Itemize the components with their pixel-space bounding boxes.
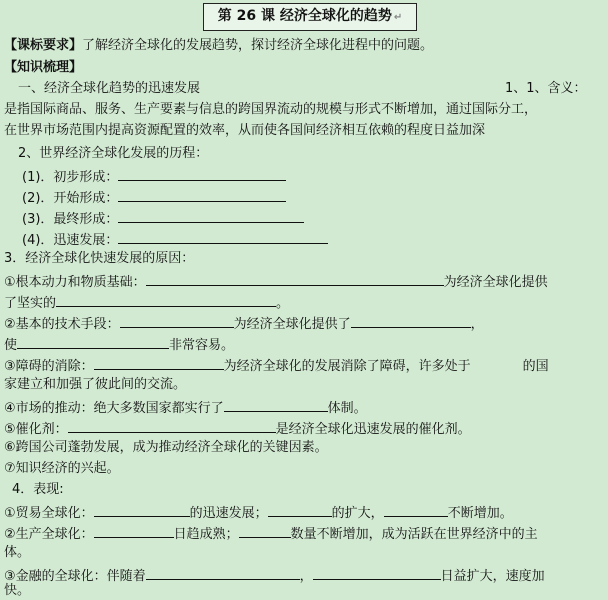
reason-1-cont: 了坚实的 bbox=[4, 296, 57, 311]
section-3-heading: 3．经济全球化快速发展的原因： bbox=[4, 251, 195, 266]
blank-field[interactable] bbox=[94, 355, 224, 370]
history-item-2 bbox=[22, 187, 286, 205]
blank-field[interactable] bbox=[313, 565, 441, 580]
reason-3-tail: 的国 bbox=[522, 359, 549, 374]
perf-1-text-a: 的迅速发展； bbox=[189, 506, 268, 521]
perf-3-label: ③金融的全球化：伴随着 bbox=[4, 569, 146, 584]
reason-4-end: 体制。 bbox=[327, 401, 367, 416]
perf-3-line-1 bbox=[4, 565, 545, 583]
requirement-line bbox=[4, 37, 433, 55]
history-item-1 bbox=[22, 166, 286, 184]
reason-2-line-1 bbox=[4, 313, 484, 331]
reason-5-text: 是经济全球化迅速发展的催化剂。 bbox=[275, 422, 471, 437]
reason-2-end: 非常容易。 bbox=[169, 338, 235, 353]
reason-2-line-2 bbox=[4, 334, 234, 352]
history-item-label: (2)．开始形成： bbox=[22, 191, 119, 206]
history-item-3 bbox=[22, 208, 304, 226]
reason-1-label: ①根本动力和物质基础： bbox=[4, 275, 146, 290]
blank-field[interactable] bbox=[224, 397, 328, 412]
section-4-heading: 4．表现: bbox=[12, 482, 64, 497]
perf-3-line-2: 快。 bbox=[4, 583, 31, 598]
perf-2-line-1 bbox=[4, 523, 538, 541]
perf-2-line-2: 体。 bbox=[4, 545, 31, 560]
reason-7-line: ⑦知识经济的兴起。 bbox=[4, 461, 120, 476]
blank-field[interactable] bbox=[68, 418, 276, 433]
meaning-text-1: 是指国际商品、服务、生产要素与信息的跨国界流动的规模与形式不断增加，通过国际分工， bbox=[4, 102, 538, 117]
blank-field[interactable] bbox=[118, 208, 304, 223]
lesson-title bbox=[203, 3, 417, 31]
reason-6-line: ⑥跨国公司蓬勃发展，成为推动经济全球化的关键因素。 bbox=[4, 440, 328, 455]
history-item-label: (3)．最终形成： bbox=[22, 212, 119, 227]
blank-field[interactable] bbox=[94, 523, 174, 538]
reason-2-text: 为经济全球化提供了 bbox=[233, 317, 351, 332]
meaning-label: 1、1、含义： bbox=[505, 81, 587, 96]
blank-field[interactable] bbox=[120, 313, 234, 328]
meaning-text-2: 在世界市场范围内提高资源配置的效率，从而使各国间经济相互依赖的程度日益加深 bbox=[4, 123, 486, 138]
blank-field[interactable] bbox=[268, 502, 332, 517]
blank-field[interactable] bbox=[146, 271, 444, 286]
blank-field[interactable] bbox=[94, 502, 190, 517]
reason-1-text: 为经济全球化提供 bbox=[443, 275, 548, 290]
reason-2-label: ②基本的技术手段： bbox=[4, 317, 120, 332]
reason-3-label: ③障碍的消除： bbox=[4, 359, 94, 374]
reason-1-end: 。 bbox=[276, 296, 290, 311]
perf-3-comma: ， bbox=[299, 569, 313, 584]
section-2-heading: 2、世界经济全球化发展的历程： bbox=[18, 146, 209, 161]
reason-1-line-1 bbox=[4, 271, 548, 289]
reason-2-comma: ， bbox=[470, 317, 484, 332]
perf-1-text-c: 不断增加。 bbox=[447, 506, 513, 521]
blank-field[interactable] bbox=[56, 292, 276, 307]
lesson-title-text: 第 26 课 经济全球化的趋势 bbox=[217, 8, 392, 24]
perf-1-label: ①贸易全球化： bbox=[4, 506, 94, 521]
reason-3-text: 为经济全球化的发展消除了障碍，许多处于 bbox=[223, 359, 471, 374]
reason-3-line-2: 家建立和加强了彼此间的交流。 bbox=[4, 377, 187, 392]
reason-3-line-1 bbox=[4, 355, 549, 373]
knowledge-label: 【知识梳理】 bbox=[4, 60, 83, 75]
section-1-heading: 一、经济全球化趋势的迅速发展 bbox=[18, 81, 201, 96]
perf-3-text: 日益扩大，速度加 bbox=[440, 569, 545, 584]
blank-field[interactable] bbox=[239, 523, 291, 538]
reason-4-label: ④市场的推动：绝大多数国家都实行了 bbox=[4, 401, 224, 416]
perf-2-text-b: 数量不断增加，成为活跃在世界经济中的主 bbox=[290, 527, 538, 542]
reason-5-line bbox=[4, 418, 471, 436]
blank-field[interactable] bbox=[384, 502, 448, 517]
paragraph-mark: ↵ bbox=[393, 12, 403, 23]
reason-4-line bbox=[4, 397, 367, 415]
perf-2-label: ②生产全球化： bbox=[4, 527, 94, 542]
blank-field[interactable] bbox=[118, 229, 328, 244]
perf-1-line bbox=[4, 502, 513, 520]
perf-1-text-b: 的扩大， bbox=[331, 506, 384, 521]
blank-field[interactable] bbox=[351, 313, 471, 328]
perf-2-text-a: 日趋成熟； bbox=[173, 527, 239, 542]
history-item-label: (4)．迅速发展： bbox=[22, 233, 119, 248]
blank-field[interactable] bbox=[118, 166, 286, 181]
requirement-text: 了解经济全球化的发展趋势，探讨经济全球化进程中的问题。 bbox=[82, 38, 434, 53]
requirement-label: 【课标要求】 bbox=[4, 38, 83, 53]
reason-1-line-2 bbox=[4, 292, 289, 310]
history-item-4 bbox=[22, 229, 328, 247]
blank-field[interactable] bbox=[17, 334, 169, 349]
history-item-label: (1)．初步形成： bbox=[22, 170, 119, 185]
reason-5-label: ⑤催化剂： bbox=[4, 422, 68, 437]
reason-2-cont: 使 bbox=[4, 338, 18, 353]
blank-field[interactable] bbox=[146, 565, 300, 580]
blank-field[interactable] bbox=[118, 187, 286, 202]
